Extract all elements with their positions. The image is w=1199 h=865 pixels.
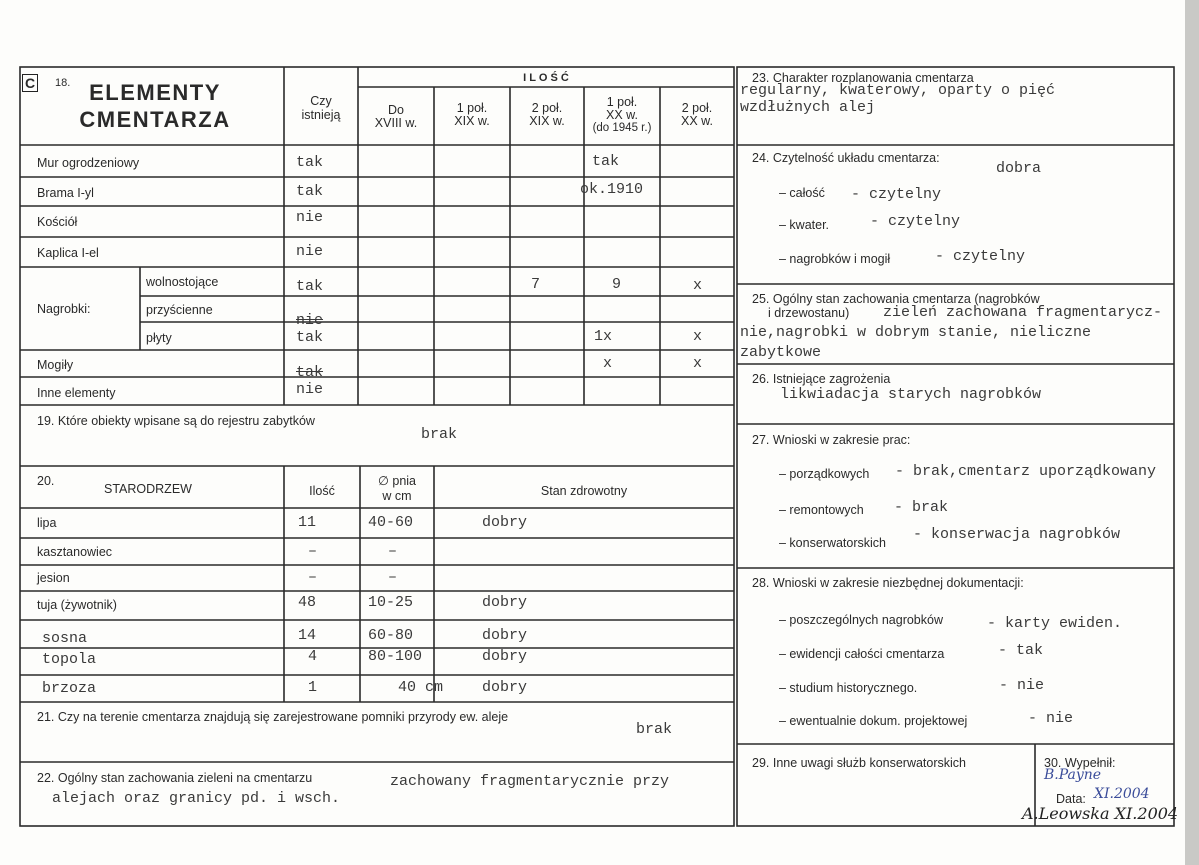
nagrobki-plyty-period4: 1x <box>594 328 613 345</box>
col-diam-header-line2: w cm <box>382 489 412 503</box>
row-inne-exists: nie <box>296 381 324 398</box>
row-kosciol-exists: nie <box>296 209 324 226</box>
s27-item-1-label: – porządkowych <box>779 467 870 481</box>
section-30-date-label: Data: <box>1056 792 1086 806</box>
tree-row-4-qty: 48 <box>298 594 317 611</box>
section-26-label: 26. Istniejące zagrożenia <box>752 372 891 386</box>
s24-item-3-label: – nagrobków i mogił <box>779 252 891 266</box>
col-qty-header: Ilość <box>309 484 335 498</box>
nagrobki-wolnostojace-exists: tak <box>296 278 324 295</box>
tree-row-7-qty: 1 <box>308 679 318 696</box>
section-27-label: 27. Wnioski w zakresie prac: <box>752 433 911 447</box>
section-25-value-line1: zieleń zachowana fragmentarycz- <box>883 304 1163 321</box>
section-20-title: STARODRZEW <box>104 482 192 496</box>
section-23-value-line2: wzdłużnych alej <box>740 99 876 116</box>
section-20-number: 20. <box>37 474 55 488</box>
s28-item-2-value: - tak <box>998 642 1044 659</box>
section-19-value: brak <box>421 426 458 443</box>
period-5-line1: 2 poł. <box>681 101 713 115</box>
row-brama-exists: tak <box>296 183 324 200</box>
s27-item-1-value: - brak,cmentarz uporządkowany <box>895 463 1157 480</box>
section-25-value-line2: nie,nagrobki w dobrym stanie, nieliczne <box>740 324 1092 341</box>
nagrobki-plyty-period5: x <box>693 328 703 345</box>
s28-item-1-label: – poszczególnych nagrobków <box>779 613 943 627</box>
row-mogily-label: Mogiły <box>37 358 74 372</box>
s28-item-3-value: - nie <box>999 677 1045 694</box>
nagrobki-wolnostojace-label: wolnostojące <box>146 275 219 289</box>
section-30-label: 30. Wypełnił: <box>1044 756 1116 770</box>
tree-row-7-diam: 40 cm <box>398 679 444 696</box>
col-diam-header-line1: ∅ pnia <box>378 474 416 488</box>
s28-item-4-label: – ewentualnie dokum. projektowej <box>779 714 968 728</box>
nagrobki-przyscienne-exists: nie <box>296 312 324 329</box>
row-kaplica-label: Kaplica I-el <box>37 246 99 260</box>
tree-row-2-species: kasztanowiec <box>37 545 113 559</box>
section-21-label: 21. Czy na terenie cmentarza znajdują się zarejestrowane pomniki przyrody ew. aleje <box>37 710 509 724</box>
col-exists-line1: Czy <box>310 94 332 108</box>
section-22-label: 22. Ogólny stan zachowania zieleni na cmentarzu <box>37 771 313 785</box>
section-25-label-line2: i drzewostanu) <box>768 306 850 320</box>
s27-item-3-label: – konserwatorskich <box>779 536 886 550</box>
row-brama-period4: ok.1910 <box>580 181 644 198</box>
s28-item-3-label: – studium historycznego. <box>779 681 918 695</box>
tree-row-6-species: topola <box>42 651 97 668</box>
row-inne-label: Inne elementy <box>37 386 116 400</box>
period-2-line1: 1 poł. <box>456 101 488 115</box>
nagrobki-wolnostojace-period5: x <box>693 277 703 294</box>
tree-row-4-diam: 10-25 <box>368 594 414 611</box>
section-30-signature: B.Payne <box>1044 767 1102 783</box>
section-25-value-line3: zabytkowe <box>740 344 822 361</box>
section-23-value-line1: regularny, kwaterowy, oparty o pięć <box>740 82 1056 99</box>
section-18-number: 18. <box>55 77 71 89</box>
tree-row-5-diam: 60-80 <box>368 627 414 644</box>
tree-row-4-species: tuja (żywotnik) <box>37 598 117 612</box>
tree-row-5-qty: 14 <box>298 627 317 644</box>
nagrobki-plyty-label: płyty <box>146 331 172 345</box>
period-4-line2: XX w. <box>606 108 638 122</box>
nagrobki-label: Nagrobki: <box>37 302 91 316</box>
tree-row-6-health: dobry <box>482 648 528 665</box>
section-29-label: 29. Inne uwagi służb konserwatorskich <box>752 756 967 770</box>
tree-row-5-health: dobry <box>482 627 528 644</box>
tree-row-2-diam: – <box>388 543 398 560</box>
section-22-value-line2: alejach oraz granicy pd. i wsch. <box>52 790 341 807</box>
section-30-signature2: A.Leowska XI.2004 <box>1022 804 1179 823</box>
nagrobki-przyscienne-label: przyścienne <box>146 303 213 317</box>
period-4-line1: 1 poł. <box>606 95 638 109</box>
row-mur-label: Mur ogrodzeniowy <box>37 156 140 170</box>
section-28-label: 28. Wnioski w zakresie niezbędnej dokumentacji: <box>752 576 1024 590</box>
period-3-line2: XIX w. <box>529 114 565 128</box>
period-5-line2: XX w. <box>681 114 713 128</box>
s24-item-1-value: - czytelny <box>851 186 942 203</box>
tree-row-3-species: jesion <box>37 571 70 585</box>
s28-item-1-value: - karty ewiden. <box>987 615 1123 632</box>
s28-item-2-label: – ewidencji całości cmentarza <box>779 647 945 661</box>
row-mur-exists: tak <box>296 154 324 171</box>
s27-item-3-value: - konserwacja nagrobków <box>913 526 1121 543</box>
tree-row-1-diam: 40-60 <box>368 514 414 531</box>
s24-item-2-label: – kwater. <box>779 218 830 232</box>
tree-row-6-qty: 4 <box>308 648 318 665</box>
period-3-line1: 2 poł. <box>531 101 563 115</box>
s28-item-4-value: - nie <box>1028 710 1074 727</box>
section-19-label: 19. Które obiekty wpisane są do rejestru zabytków <box>37 414 315 428</box>
row-mogily-exists: tak <box>296 364 324 381</box>
row-brama-label: Brama I-yl <box>37 186 94 200</box>
section-24-value: dobra <box>996 160 1042 177</box>
row-mur-period4: tak <box>592 153 620 170</box>
s27-item-2-value: - brak <box>894 499 949 516</box>
tree-row-3-diam: – <box>388 569 398 586</box>
ilosc-header: I L O Ś Ć <box>523 72 569 84</box>
tree-row-1-health: dobry <box>482 514 528 531</box>
section-30-date-value: XI.2004 <box>1094 786 1150 802</box>
row-kaplica-exists: nie <box>296 243 324 260</box>
card-letter-box: C <box>22 74 38 92</box>
period-4-line3: (do 1945 r.) <box>592 122 652 134</box>
section-26-value: likwiadacja starych nagrobków <box>780 386 1042 403</box>
tree-row-3-qty: – <box>308 569 318 586</box>
tree-row-4-health: dobry <box>482 594 528 611</box>
tree-row-1-qty: 11 <box>298 514 317 531</box>
section-24-label: 24. Czytelność układu cmentarza: <box>752 151 940 165</box>
section-18-title-line2: CMENTARZA <box>79 107 231 132</box>
s24-item-3-value: - czytelny <box>935 248 1026 265</box>
nagrobki-wolnostojace-period4: 9 <box>612 276 622 293</box>
tree-row-5-species: sosna <box>42 630 88 647</box>
period-2-line2: XIX w. <box>454 114 490 128</box>
row-kosciol-label: Kościół <box>37 215 78 229</box>
section-25-label-line1: 25. Ogólny stan zachowania cmentarza (nagrobków <box>752 292 1040 306</box>
col-exists-line2: istnieją <box>301 108 341 122</box>
s24-item-2-value: - czytelny <box>870 213 961 230</box>
col-health-header: Stan zdrowotny <box>540 484 628 498</box>
nagrobki-wolnostojace-period3: 7 <box>531 276 541 293</box>
nagrobki-plyty-exists: tak <box>296 329 324 346</box>
tree-row-6-diam: 80-100 <box>368 648 423 665</box>
section-23-label: 23. Charakter rozplanowania cmentarza <box>752 71 974 85</box>
tree-row-7-health: dobry <box>482 679 528 696</box>
tree-row-7-species: brzoza <box>42 680 97 697</box>
row-mogily-period5: x <box>693 355 703 372</box>
section-22-value-line1: zachowany fragmentarycznie przy <box>390 773 670 790</box>
row-mogily-period4: x <box>603 355 613 372</box>
s27-item-2-label: – remontowych <box>779 503 864 517</box>
s24-item-1-label: – całość <box>779 186 825 200</box>
section-21-value: brak <box>636 721 673 738</box>
section-18-title-line1: ELEMENTY <box>89 80 221 105</box>
tree-row-2-qty: – <box>308 543 318 560</box>
tree-row-1-species: lipa <box>37 516 57 530</box>
period-1-line2: XVIII w. <box>374 116 418 130</box>
period-1-line1: Do <box>388 103 404 117</box>
